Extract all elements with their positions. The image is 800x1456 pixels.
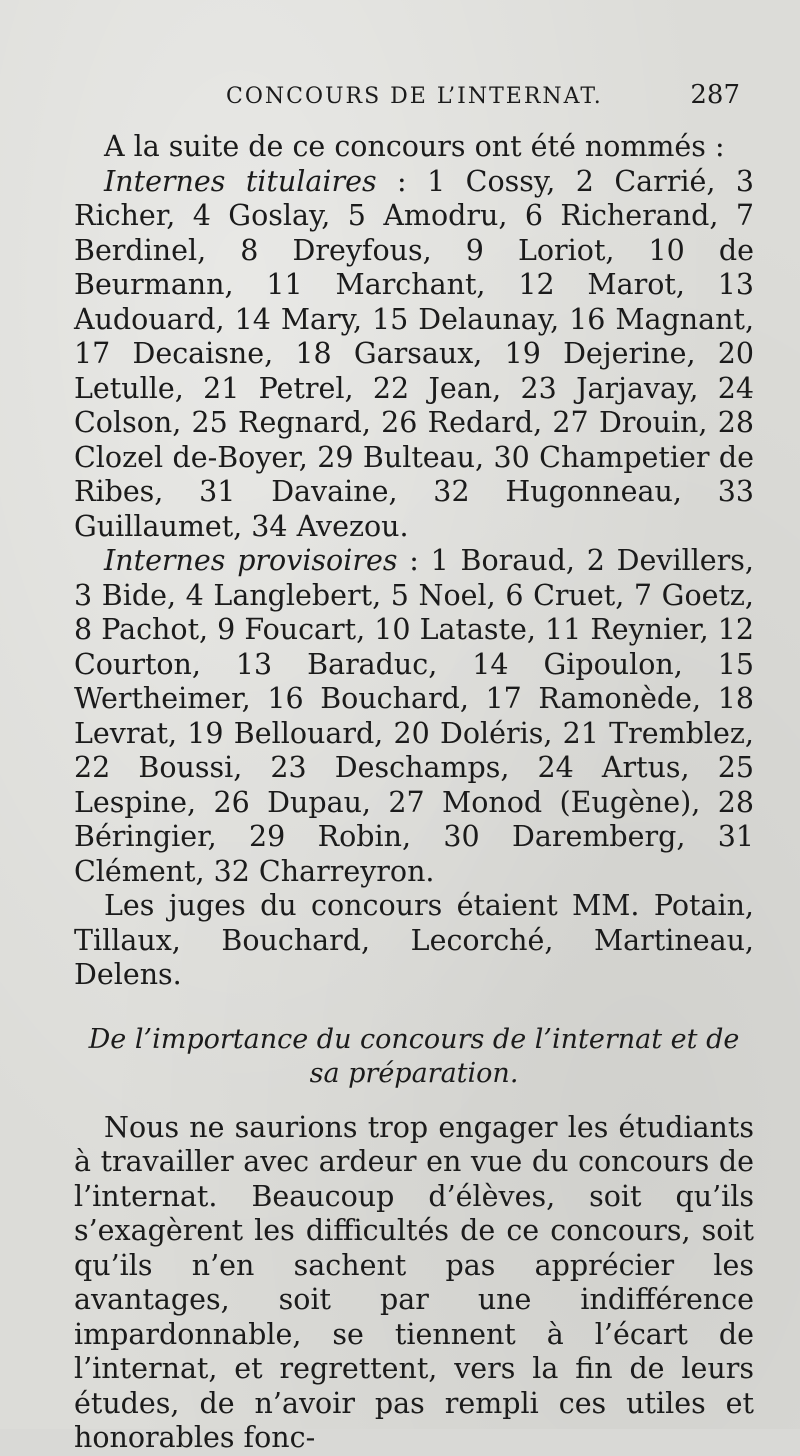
- page-text-block: [74, 80, 754, 1456]
- juges-paragraph: Les juges du concours étaient MM. Potain, Tillaux, Bouchard, Lecorché, Martineau, Delens.: [74, 889, 754, 991]
- page-header: [226, 80, 740, 130]
- provisoires-list: 1 Boraud, 2 Devillers, 3 Bide, 4 Langlebert, 5 Noel, 6 Cruet, 7 Goetz, 8 Pachot, 9 Foucart, 10 Lataste, 11 Reynier, 12 Courton, 13 Baraduc, 14 Gipoulon, 15 Wertheimer, 16 Bouchard, 17 Ramonède, 18 Levrat, 19 Bellouard, 20 Doléris, 21 Tremblez, 22 Boussi, 23 Deschamps, 24 Artus, 25 Lespine, 26 Dupau, 27 Monod (Eugène), 28 Béringier, 29 Robin, 30 Daremberg, 31 Clément, 32 Charreyron.: [74, 544, 754, 888]
- provisoires-separator: :: [397, 544, 431, 577]
- titulaires-paragraph: [74, 165, 754, 545]
- intro-paragraph: A la suite de ce concours ont été nommés :: [104, 130, 725, 163]
- titulaires-label: Internes titulaires: [104, 164, 377, 198]
- running-title: CONCOURS DE L’INTERNAT.: [226, 84, 603, 109]
- body-paragraph: Nous ne saurions trop engager les étudiants à travailler avec ardeur en vue du concours de l’internat. Beaucoup d’élèves, soit qu’ils s’exagèrent les difficultés de ce concours, soit qu’ils n’en sachent pas apprécier les avantages, soit par une indifférence impardonnable, se tiennent à l’écart de l’internat, et regrettent, vers la fin de leurs études, de n’avoir pas rempli ces utiles et honorables fonc-: [74, 1110, 754, 1454]
- titulaires-separator: :: [376, 164, 428, 198]
- provisoires-paragraph: [74, 544, 754, 889]
- section-heading: De l’importance du concours de l’internat et de sa préparation.: [88, 1023, 740, 1089]
- provisoires-label: Internes provisoires: [104, 544, 398, 577]
- titulaires-list: 1 Cossy, 2 Carrié, 3 Richer, 4 Goslay, 5 Amodru, 6 Richerand, 7 Berdinel, 8 Dreyfous, 9 Loriot, 10 de Beurmann, 11 Marchant, 12 Marot, 13 Audouard, 14 Mary, 15 Delaunay, 16 Magnant, 17 Decaisne, 18 Garsaux, 19 Dejerine, 20 Letulle, 21 Petrel, 22 Jean, 23 Jarjavay, 24 Colson, 25 Regnard, 26 Redard, 27 Drouin, 28 Clozel de-Boyer, 29 Bulteau, 30 Champetier de Ribes, 31 Davaine, 32 Hugonneau, 33 Guillaumet, 34 Avezou.: [74, 164, 754, 543]
- page-number: 287: [690, 80, 740, 110]
